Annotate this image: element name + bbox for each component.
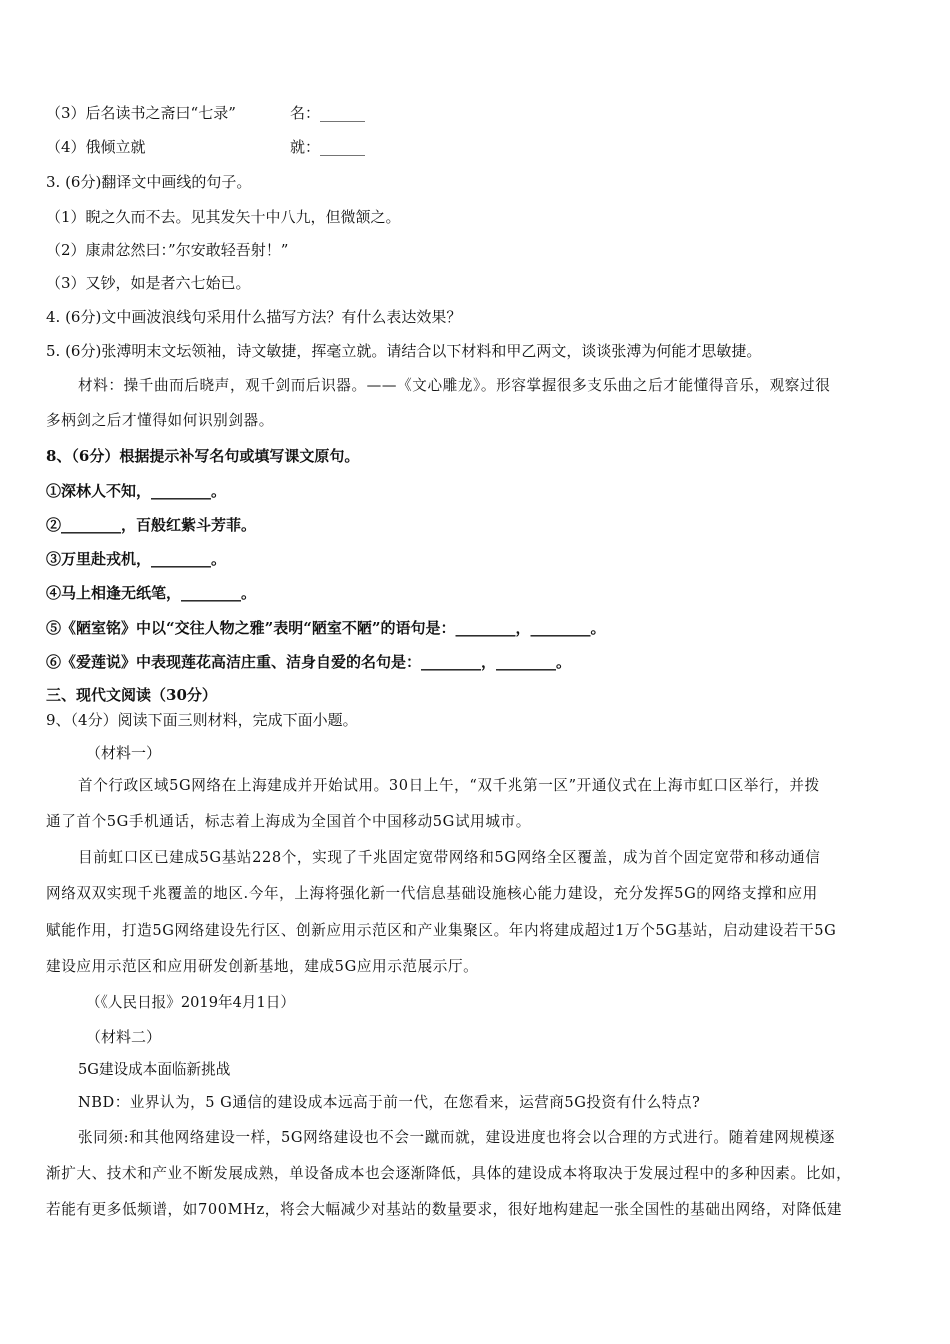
paragraph-line: 渐扩大、技术和产业不断发展成熟，单设备成本也会逐渐降低，具体的建设成本将取决于发展过程中的多种因素。比如， — [46, 1165, 852, 1182]
q8-item: ④马上相逢无纸笔，________。 — [46, 584, 257, 602]
vocab-row-3 — [46, 103, 365, 123]
paragraph-line: 建设应用示范区和应用研发创新基地，建成5G应用示范展示厅。 — [46, 958, 479, 975]
q8-item: ③万里赴戎机，________。 — [46, 550, 227, 568]
interview-question: NBD：业界认为，5 G通信的建设成本远高于前一代，在您看来，运营商5G投资有什么特点? — [78, 1094, 701, 1111]
q3-title: 3. (6分)翻译文中画线的句子。 — [46, 173, 252, 191]
paragraph-line: 张同须:和其他网络建设一样，5G网络建设也不会一蹴而就，建设进度也将会以合理的方式进行。随着建网规模逐 — [78, 1129, 835, 1146]
vocab-row-4 — [46, 137, 365, 157]
q8-item: ⑥《爱莲说》中表现莲花高洁庄重、洁身自爱的名句是：________，________。 — [46, 653, 572, 671]
q5-material-line: 多柄剑之后才懂得如何识别剑器。 — [46, 412, 274, 429]
vocab-question: （3）后名读书之斋曰“七录” — [46, 104, 236, 122]
q3-item: （3）又钞，如是者六七始已。 — [46, 274, 251, 292]
q3-item: （1）睨之久而不去。见其发矢十中八九，但微颔之。 — [46, 208, 401, 226]
paragraph-line: 首个行政区域5G网络在上海建成并开始试用。30日上午，“双千兆第一区”开通仪式在上海市虹口区举行，并拨 — [78, 777, 820, 794]
paragraph-line: 目前虹口区已建成5G基站228个，实现了千兆固定宽带网络和5G网络全区覆盖，成为首个固定宽带和移动通信 — [78, 849, 821, 866]
material-heading: 5G建设成本面临新挑战 — [78, 1061, 231, 1078]
paragraph-line: 通了首个5G手机通话，标志着上海成为全国首个中国移动5G试用城市。 — [46, 813, 531, 830]
paragraph-line: 若能有更多低频谱，如700MHz，将会大幅减少对基站的数量要求，很好地构建起一张全国性的基础出网络，对降低建 — [46, 1201, 843, 1218]
section-heading: 三、现代文阅读（30分） — [46, 686, 217, 704]
vocab-answer-blank: 名：______ — [290, 104, 366, 122]
q3-item: （2）康肃忿然曰：”尔安敢轻吾射！” — [46, 241, 289, 259]
paragraph-line: 赋能作用，打造5G网络建设先行区、创新应用示范区和产业集聚区。年内将建成超过1万个5G基站，启动建设若干5G — [46, 922, 837, 939]
vocab-answer-blank: 就：______ — [290, 138, 366, 156]
q8-item: ②________，百般红紫斗芳菲。 — [46, 516, 257, 534]
vocab-question: （4）俄倾立就 — [46, 138, 146, 156]
q5-title: 5. (6分)张溥明末文坛领袖，诗文敏捷，挥毫立就。请结合以下材料和甲乙两文，谈谈张溥为何能才思敏捷。 — [46, 342, 762, 360]
q4-text: 4. (6分)文中画波浪线句采用什么描写方法？有什么表达效果？ — [46, 308, 462, 326]
paragraph-line: 网络双双实现千兆覆盖的地区.今年，上海将强化新一代信息基础设施核心能力建设，充分发挥5G的网络支撑和应用 — [46, 885, 818, 902]
source-citation: （《人民日报》2019年4月1日） — [86, 994, 295, 1011]
q8-title: 8、（6分）根据提示补写名句或填写课文原句。 — [46, 447, 360, 465]
q9-title: 9、（4分）阅读下面三则材料，完成下面小题。 — [46, 711, 358, 729]
q5-material-line: 材料：操千曲而后晓声，观千剑而后识器。——《文心雕龙》。形容掌握很多支乐曲之后才能懂得音乐，观察过很 — [78, 377, 831, 394]
q8-item: ⑤《陋室铭》中以“交往人物之雅”表明“陋室不陋”的语句是：________，________。 — [46, 619, 606, 637]
material-label: （材料一） — [86, 744, 162, 762]
q8-item: ①深林人不知，________。 — [46, 482, 227, 500]
material-label: （材料二） — [86, 1028, 162, 1046]
